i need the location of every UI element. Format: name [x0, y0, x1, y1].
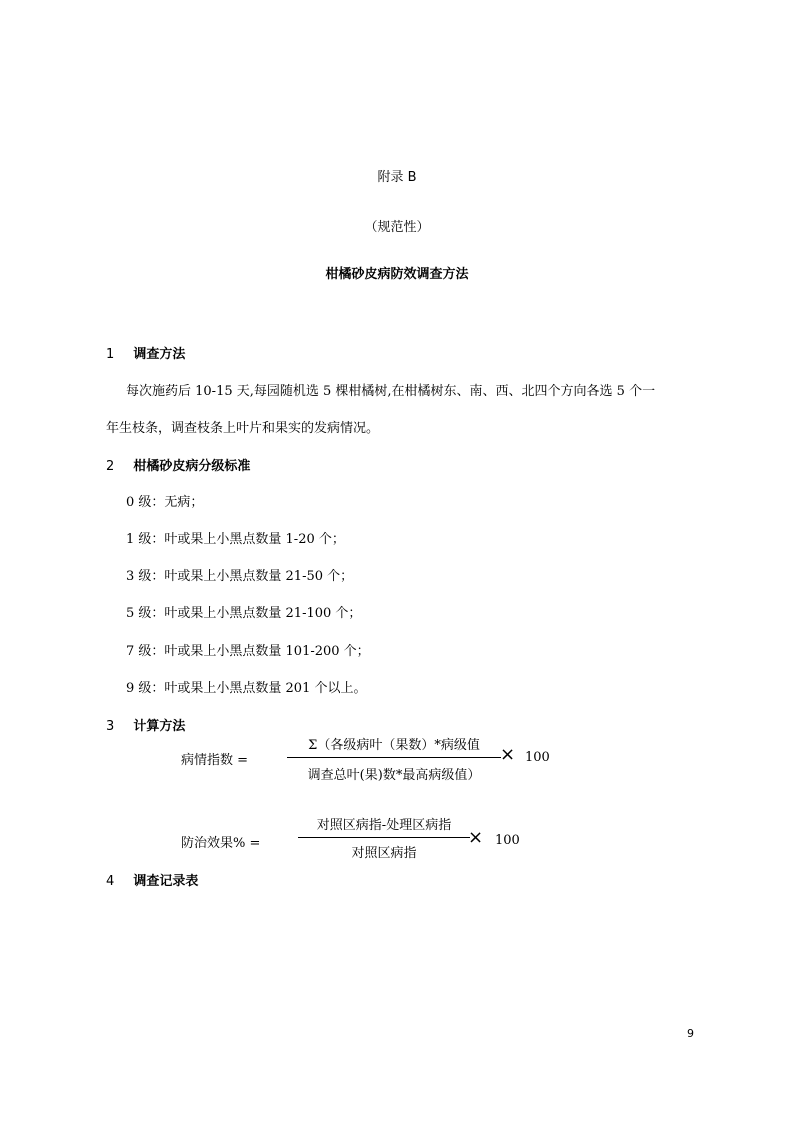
- grade-item-7: 7 级：叶或果上小黑点数量 101-200 个；: [126, 644, 370, 659]
- section-title: 柑橘砂皮病分级标准: [133, 459, 251, 474]
- grade-item-9: 9 级：叶或果上小黑点数量 201 个以上。: [126, 681, 367, 696]
- section-number: 4: [106, 874, 115, 889]
- method-paragraph-line-2: 年生枝条，调查枝条上叶片和果实的发病情况。: [106, 421, 380, 436]
- grade-item-5: 5 级：叶或果上小黑点数量 21-100 个；: [126, 606, 362, 621]
- section-title: 计算方法: [133, 719, 186, 734]
- control-effect-denominator: 对照区病指: [351, 846, 417, 861]
- section-heading-2: [106, 455, 250, 474]
- fraction-bar: [298, 837, 470, 838]
- fraction-bar: [287, 757, 501, 758]
- section-title: 调查记录表: [133, 874, 199, 889]
- grade-item-1: 1 级：叶或果上小黑点数量 1-20 个；: [126, 532, 345, 547]
- page-title: 柑橘砂皮病防效调查方法: [325, 267, 469, 282]
- control-effect-label: 防治效果% =: [181, 836, 261, 851]
- page-number: 9: [687, 1027, 694, 1040]
- section-heading-4: [106, 870, 198, 889]
- appendix-label: 附录 B: [377, 170, 417, 185]
- control-effect-factor: 100: [495, 833, 520, 848]
- disease-index-factor: 100: [525, 750, 550, 765]
- method-paragraph-line-1: 每次施药后 10-15 天,每园随机选 5 棵柑橘树,在柑橘树东、南、西、北四个方向各选 5 个一: [126, 384, 656, 399]
- section-heading-3: [106, 715, 185, 734]
- grade-item-0: 0 级：无病；: [126, 495, 204, 510]
- section-heading-1: [106, 343, 185, 362]
- disease-index-denominator: 调查总叶(果)数*最高病级值）: [307, 768, 481, 783]
- section-number: 2: [106, 459, 115, 474]
- multiply-sign: ×: [468, 827, 484, 848]
- section-number: 3: [106, 719, 115, 734]
- disease-index-numerator: Σ（各级病叶（果数）*病级值: [308, 738, 480, 753]
- appendix-nature: （规范性）: [364, 220, 430, 235]
- control-effect-numerator: 对照区病指-处理区病指: [316, 818, 452, 833]
- grade-item-3: 3 级：叶或果上小黑点数量 21-50 个；: [126, 569, 354, 584]
- section-title: 调查方法: [133, 347, 186, 362]
- multiply-sign: ×: [500, 744, 516, 765]
- disease-index-label: 病情指数 =: [181, 753, 249, 768]
- section-number: 1: [106, 347, 115, 362]
